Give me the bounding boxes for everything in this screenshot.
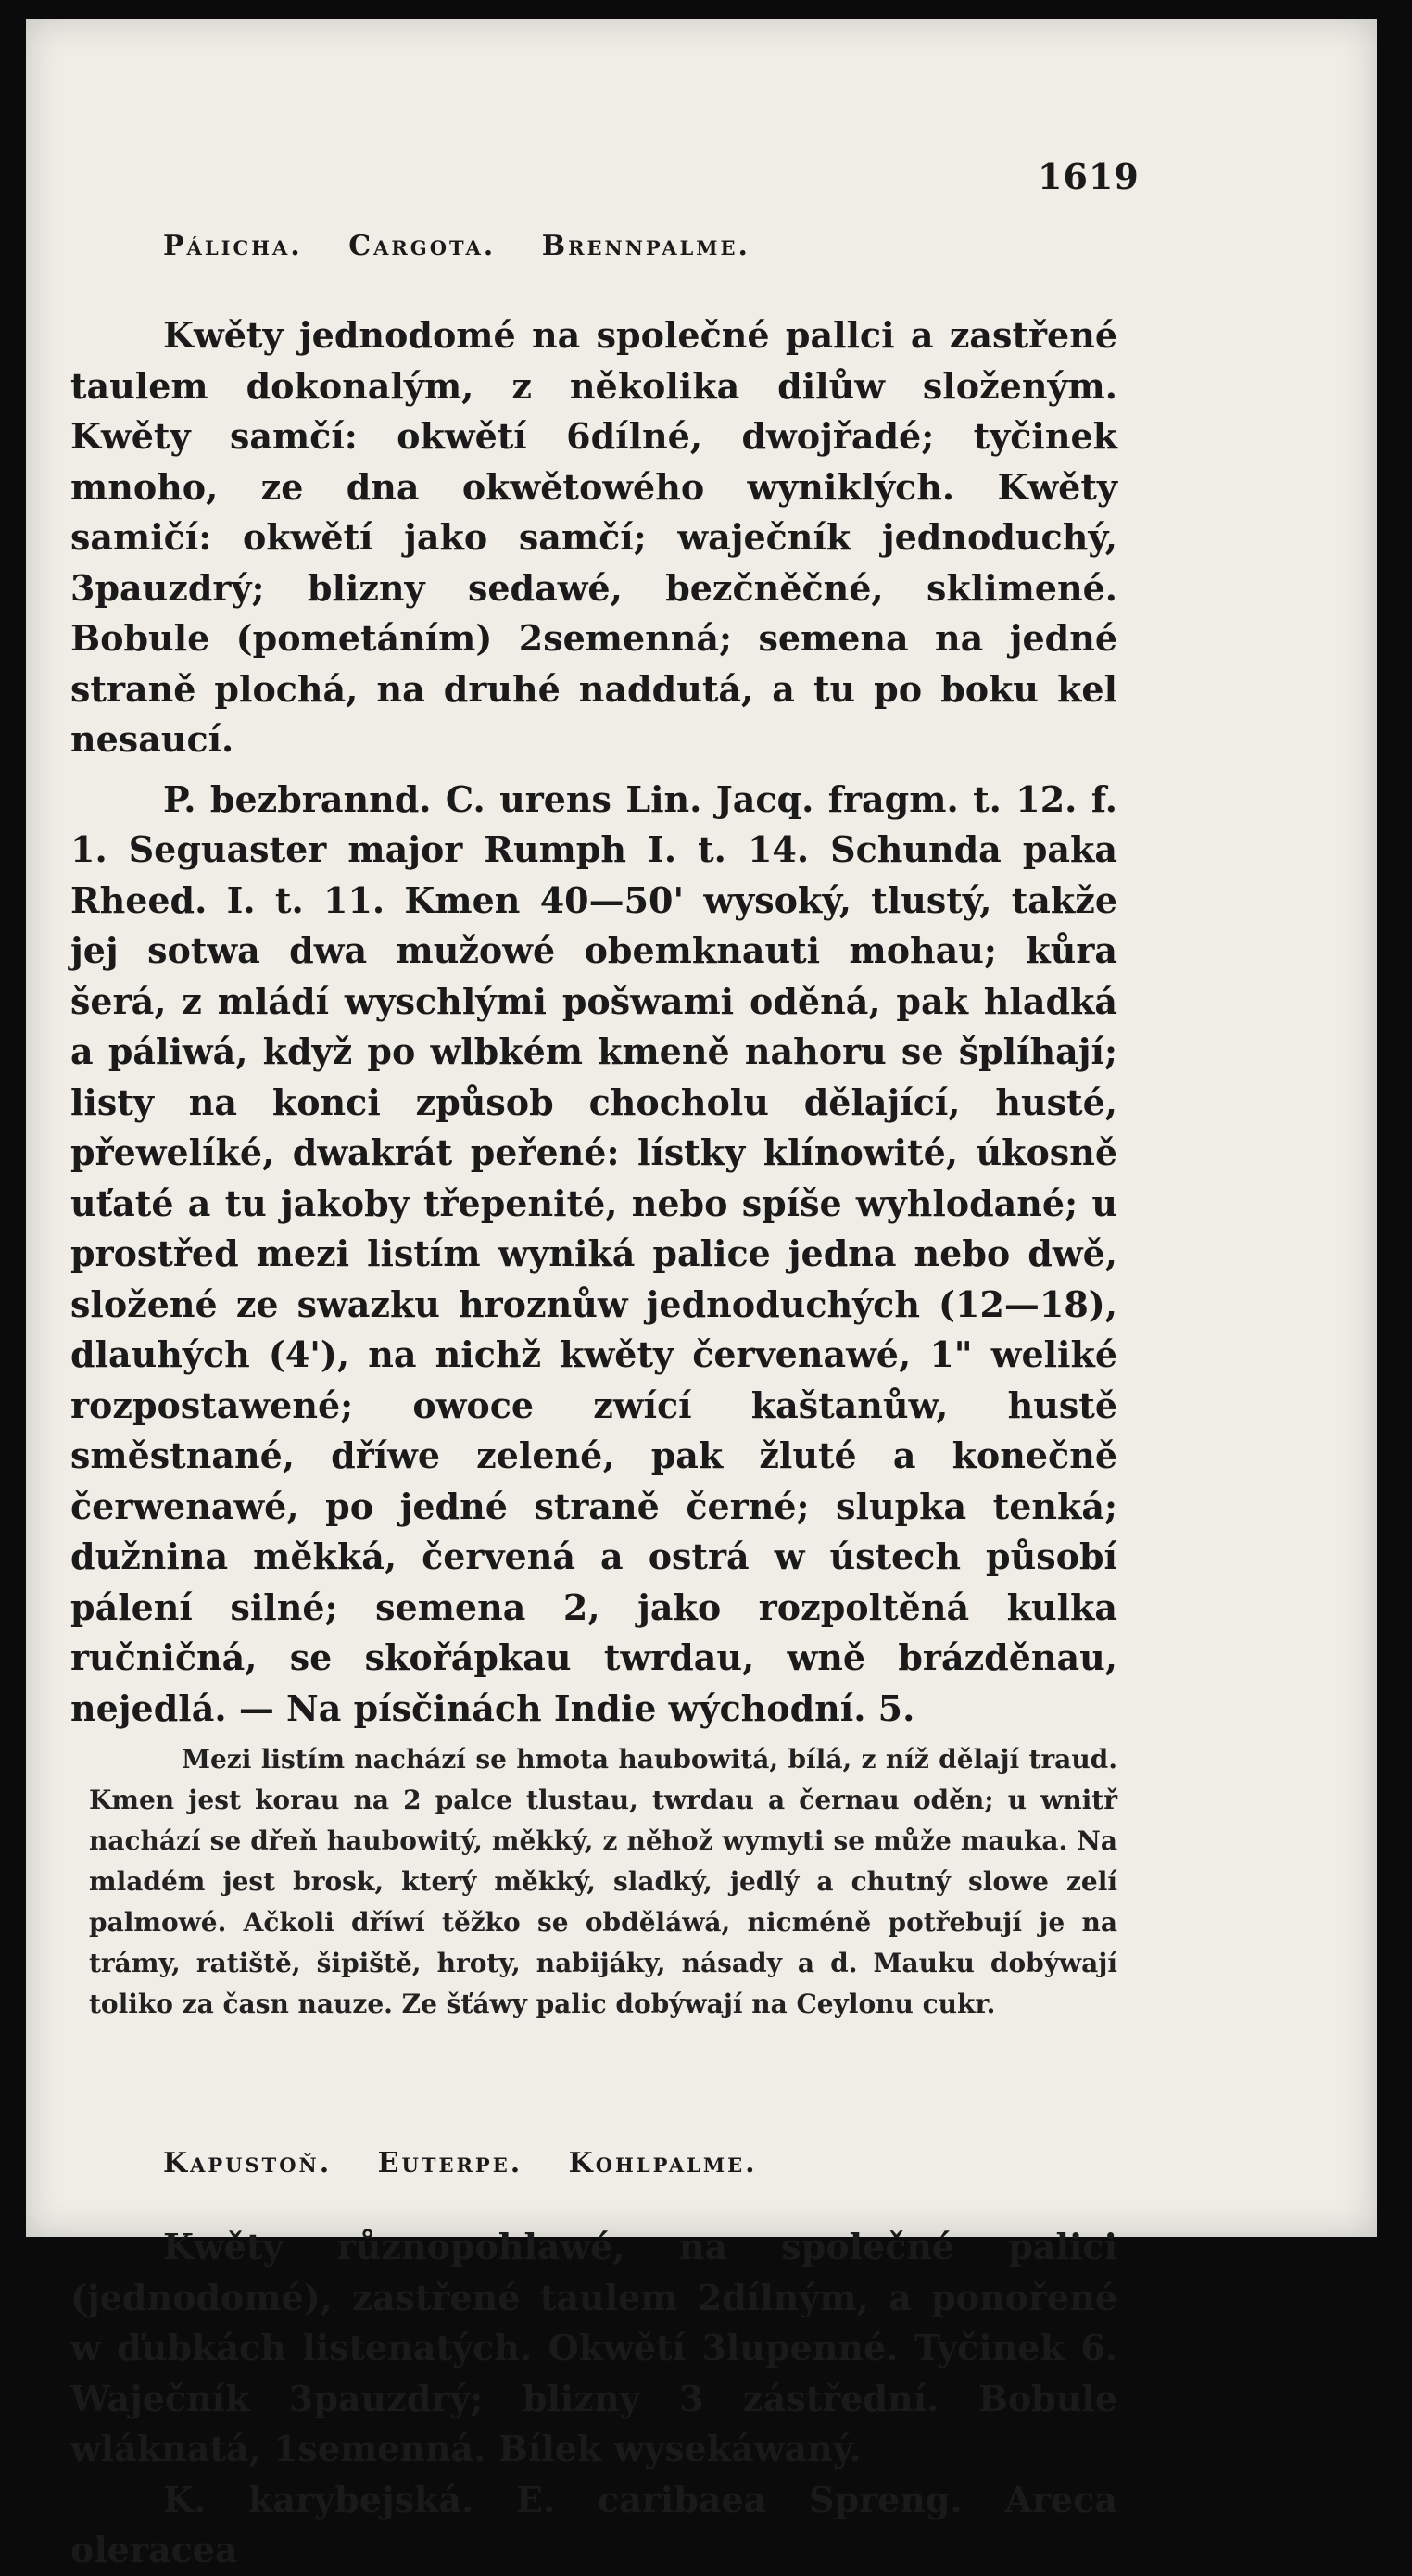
- genus-description: Kwěty různopohlawé, na společné palici (jednodomé), zastřené taulem 2dílným, a ponořené w ďubkách listenatých. Okwětí 3lupenné. Tyčinek 6. Waječník 3pauzdrý; blizny 3 zástřední. Bobule wláknatá, 1semenná. Bílek wysekáwaný.: [70, 2226, 1117, 2469]
- section-heading-kapuston: [163, 2147, 1117, 2179]
- page-content: [70, 148, 1117, 2576]
- book-page: [26, 19, 1377, 2570]
- heading-german-name: Brennpalme.: [541, 230, 750, 262]
- species-note: Mezi listím nachází se hmota haubowitá, bílá, z níž dělají traud. Kmen jest korau na 2 palce tlustau, twrdau a černau oděn; u wnitř nachází se dřeň haubowitý, měkký, z něhož wymyti se může mauka. Na mladém jest brosk, který měkký, sladký, jedlý a chutný slowe zelí palmowé. Ačkoli dříwí těžko se obděláwá, nicméně potřebují je na trámy, ratiště, šipiště, hroty, nabijáky, násady a d. Mauku dobýwají toliko za časn nauze. Ze šťáwy palic dobýwají na Ceylonu cukr.: [89, 1744, 1117, 2019]
- heading-latin-name: Cargota.: [348, 230, 497, 262]
- heading-czech-name: Kapustoň.: [163, 2147, 333, 2179]
- species-description: K. karybejská. E. caribaea Spreng. Areca oleracea: [70, 2478, 1117, 2570]
- heading-czech-name: Pálicha.: [163, 230, 303, 262]
- genus-description: Kwěty jednodomé na společné pallci a zastřené taulem dokonalým, z několika dilůw složeným. Kwěty samčí: okwětí 6dílné, dwojřadé; tyčinek mnoho, ze dna okwětowého wyniklých. Kwěty samičí: okwětí jako samčí; waječník jednoduchý, 3pauzdrý; blizny sedawé, bezčněčné, sklimené. Bobule (pometáním) 2semenná; semena na jedné straně plochá, na druhé naddutá, a tu po boku kel nesaucí.: [70, 314, 1117, 760]
- section-heading-palicha: [163, 230, 1117, 262]
- heading-latin-name: Euterpe.: [377, 2147, 523, 2179]
- heading-german-name: Kohlpalme.: [568, 2147, 758, 2179]
- page-number: 1619: [1038, 156, 1140, 197]
- species-description: P. bezbrannd. C. urens Lin. Jacq. fragm. t. 12. f. 1. Seguaster major Rumph I. t. 14. Schunda paka Rheed. I. t. 11. Kmen 40—50' wysoký, tlustý, takže jej sotwa dwa mužowé obemknauti mohau; kůra šerá, z mládí wyschlými pošwami oděná, pak hladká a páliwá, když po wlbkém kmeně nahoru se šplíhají; listy na konci způsob chocholu dělající, husté, přewelíké, dwakrát peřené: lístky klínowité, úkosně uťaté a tu jakoby třepenité, nebo spíše wyhlodané; u prostřed mezi listím wyniká palice jedna nebo dwě, složené ze swazku hroznůw jednoduchých (12—18), dlauhých (4'), na nichž kwěty červenawé, 1" weliké rozpostawené; owoce zwící kaštanůw, hustě směstnané, dříwe zelené, pak žluté a konečně čerwenawé, po jedné straně černé; slupka tenká; dužnina měkká, červená a ostrá w ústech působí pálení silné; semena 2, jako rozpoltěná kulka ručničná, se skořápkau twrdau, wně brázděnau, nejedlá. — Na písčinách Indie wýchodní. 5.: [70, 777, 1117, 1729]
